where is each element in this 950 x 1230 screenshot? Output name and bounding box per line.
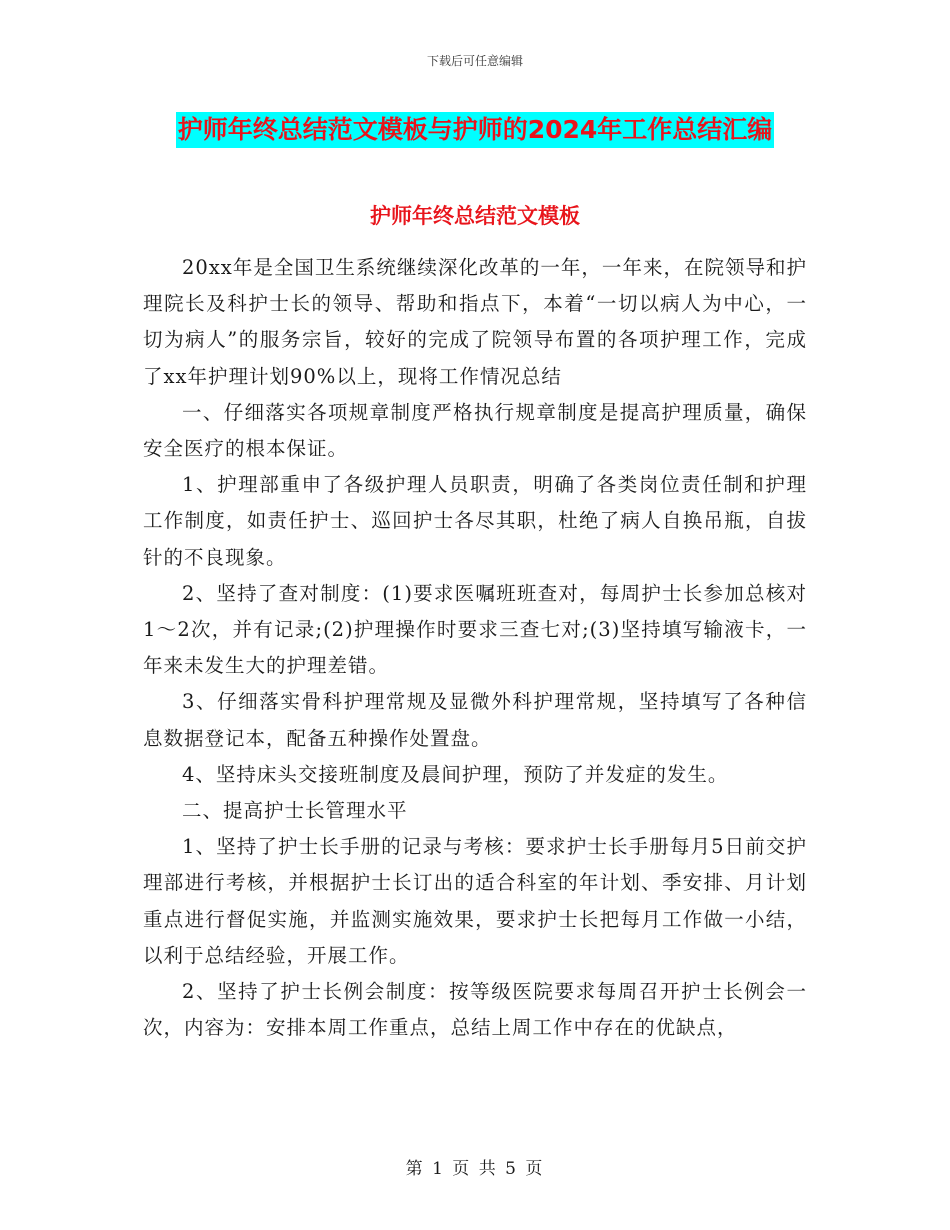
paragraph-item-4: 4、坚持床头交接班制度及晨间护理，预防了并发症的发生。	[182, 762, 729, 786]
paragraph-intro: 20xx年是全国卫生系统继续深化改革的一年，一年来，在院领导和护理院长及科护士长的领导、帮助和指点下，本着“一切以病人为中心，一切为病人”的服务宗旨，较好的完成了院领导布置的各项护理工作，完成了xx年护理计划90%以上，现将工作情况总结	[143, 256, 807, 388]
paragraph-item-2: 2、坚持了查对制度：(1)要求医嘱班班查对，每周护士长参加总核对1～2次，并有记录;(2)护理操作时要求三查七对;(3)坚持填写输液卡，一年来未发生大的护理差错。	[143, 581, 807, 678]
section-title: 护师年终总结范文模板	[370, 204, 580, 228]
page-footer-number: 第 1 页 共 5 页	[405, 1159, 545, 1179]
page-header-note: 下载后可任意编辑	[426, 54, 523, 68]
paragraph-item-5: 1、坚持了护士长手册的记录与考核：要求护士长手册每月5日前交护理部进行考核，并根据护士长订出的适合科室的年计划、季安排、月计划重点进行督促实施，并监测实施效果，要求护士长把每月工作做一小结，以利于总结经验，开展工作。	[143, 835, 807, 967]
paragraph-item-3: 3、仔细落实骨科护理常规及显微外科护理常规，坚持填写了各种信息数据登记本，配备五种操作处置盘。	[143, 690, 807, 750]
document-title: 护师年终总结范文模板与护师的2024年工作总结汇编	[176, 112, 775, 148]
document-title-container	[0, 112, 950, 148]
paragraph-item-6: 2、坚持了护士长例会制度：按等级医院要求每周召开护士长例会一次，内容为：安排本周工作重点，总结上周工作中存在的优缺点，	[143, 980, 807, 1040]
document-body	[143, 250, 807, 1046]
paragraph-heading-1: 一、仔细落实各项规章制度严格执行规章制度是提高护理质量，确保安全医疗的根本保证。	[143, 400, 807, 461]
paragraph-item-1: 1、护理部重申了各级护理人员职责，明确了各类岗位责任制和护理工作制度，如责任护士、巡回护士各尽其职，杜绝了病人自换吊瓶，自拔针的不良现象。	[143, 473, 807, 569]
paragraph-heading-2: 二、提高护士长管理水平	[182, 799, 408, 823]
